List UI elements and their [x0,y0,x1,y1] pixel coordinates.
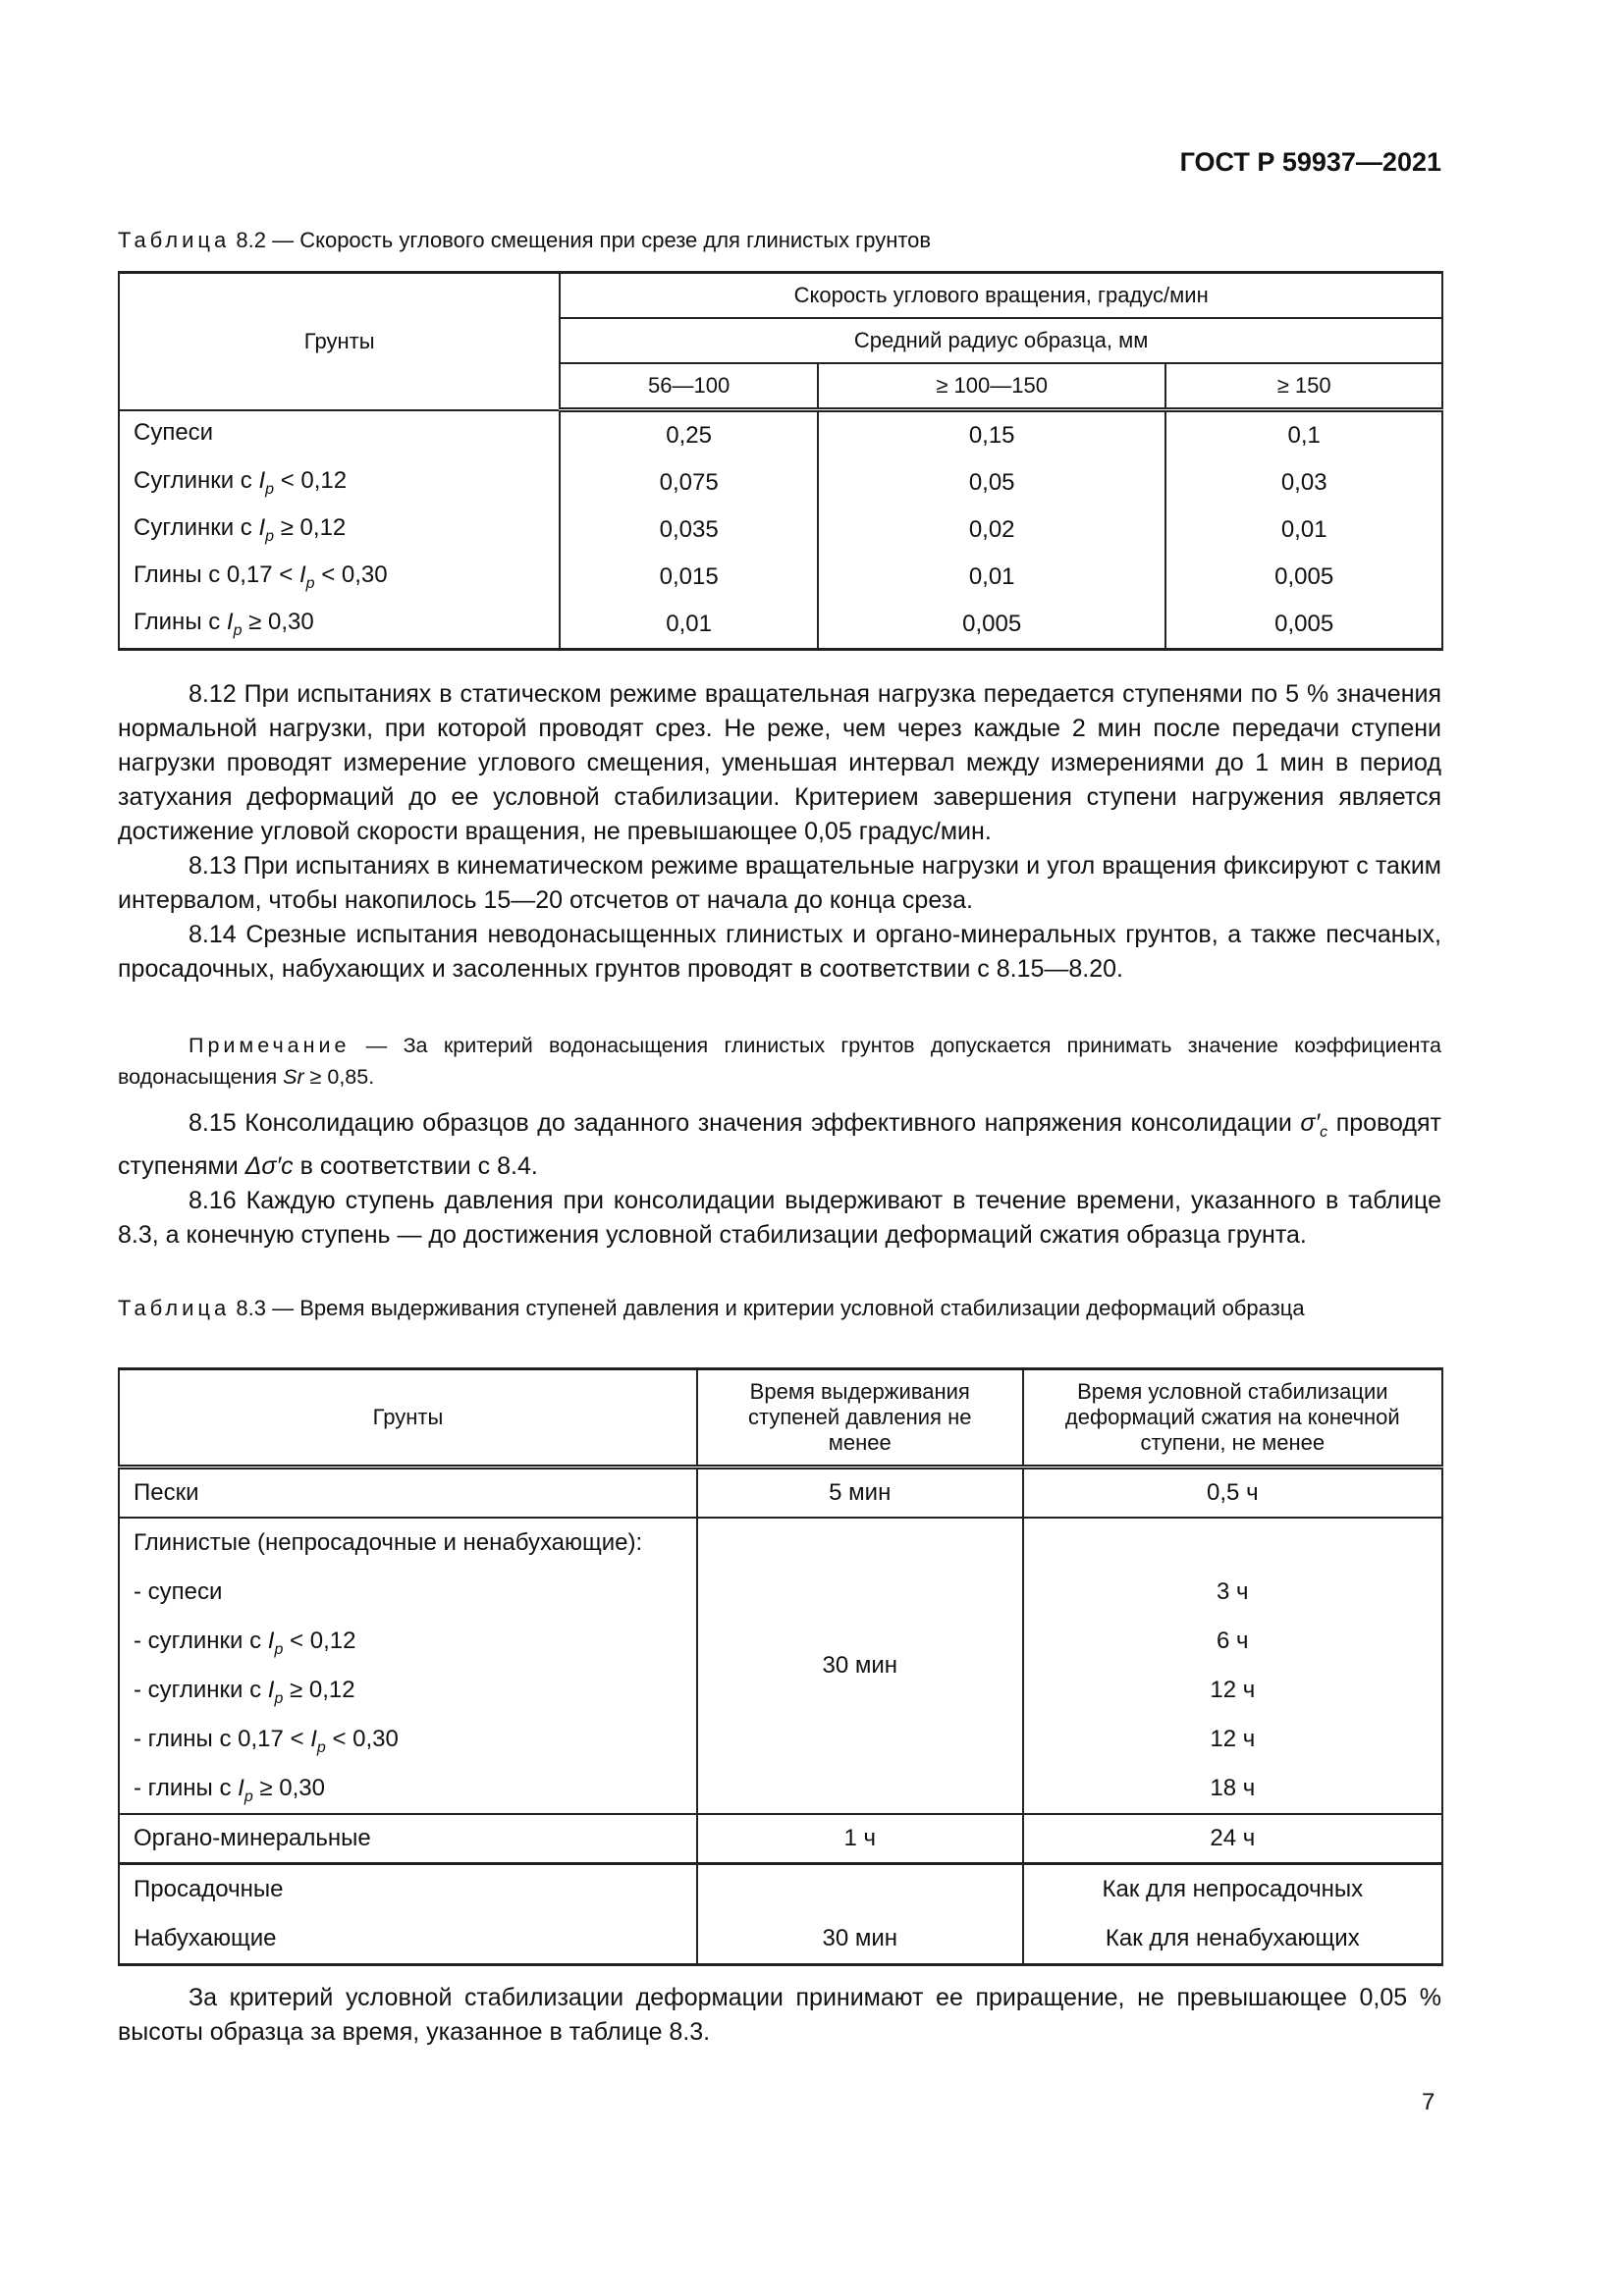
header-radius-col: ≥ 100—150 [818,363,1165,410]
special-stabs [1023,1864,1442,1965]
soil-cell [119,601,560,650]
soil-post: ≥ 0,30 [252,1775,325,1801]
p815-c: в соответствии с 8.4. [293,1152,538,1180]
clay-item-stab: 12 ч [1210,1726,1256,1752]
soil-var: I [258,514,266,542]
speed-value: 0,01 [1165,507,1442,554]
speed-value: 0,005 [1165,554,1442,601]
header-radius-col: ≥ 150 [1165,363,1442,410]
soil-post: < 0,12 [283,1628,356,1654]
special-stab: Как для непросадочных [1102,1876,1364,1902]
table-row [119,507,1442,554]
header-stab: Время условной стабилизации деформаций сжатия на конечной ступени, не менее [1023,1369,1442,1468]
sigma: σ′ [1300,1109,1321,1137]
table-8-2 [118,271,1443,651]
paragraph-8-12: 8.12 При испытаниях в статическом режиме вращательная нагрузка передается ступенями по 5 % значения нормальной нагрузки, при которой проводят срез. Не реже, чем через каждые 2 мин после передачи ступени нагрузки проводят измерение углового смещения, уменьшая интервал между измерениями до 1 мин в период затухания деформаций до ее условной стабилизации. Критерием завершения ступени нагружения является достижение угловой скорости вращения, не превышающее 0,05 градус/мин. [118,680,1441,845]
row-sands-hold: 5 мин [697,1468,1023,1519]
soil-sub: p [274,1689,284,1707]
special-hold: 30 мин [822,1925,898,1951]
header-hold: Время выдерживания ступеней давления не менее [697,1369,1023,1468]
paragraph-final: За критерий условной стабилизации деформации принимают ее приращение, не превышающее 0,05 % высоты образца за время, указанное в таблице 8.3. [118,1984,1441,2046]
soil-var: I [310,1726,317,1752]
clay-item [120,1617,696,1666]
soil-text: - супеси [134,1578,223,1605]
table-row [119,554,1442,601]
delta-sigma: Δσ′c [244,1152,294,1180]
clay-item [120,1666,696,1715]
soil-sub: p [265,480,275,498]
table-row [119,459,1442,507]
soil-var: I [298,561,306,589]
soil-text: Супеси [134,419,214,447]
table-8-2-caption [118,226,1441,255]
soil-var: I [258,467,266,495]
clay-stabs [1023,1518,1442,1814]
soil-text: - суглинки с [134,1628,268,1654]
paragraph-8-14: 8.14 Срезные испытания неводонасыщенных глинистых и органо-минеральных грунтов, а также песчаных, просадочных, набухающих и засоленных грунтов проводят в соответствии с 8.15—8.20. [118,921,1441,983]
p815-a: 8.15 Консолидацию образцов до заданного значения эффективного напряжения консолидации [189,1109,1301,1137]
clay-item-stab: 18 ч [1210,1775,1256,1801]
speed-value: 0,015 [560,554,818,601]
speed-value: 0,02 [818,507,1165,554]
note [118,1030,1441,1093]
soil-post: ≥ 0,12 [283,1677,355,1703]
clay-label: Глинистые (непросадочные и ненабухающие): [134,1529,643,1556]
soil-sub: p [233,621,243,639]
note-word: Примечание [189,1034,351,1057]
row-organo-stab: 24 ч [1023,1814,1442,1864]
soil-sub: p [316,1738,326,1756]
clay-labels [119,1518,697,1814]
row-organo-label: Органо-минеральные [119,1814,697,1864]
speed-value: 0,01 [560,601,818,650]
special-stab: Как для ненабухающих [1105,1925,1360,1951]
soil-text: - глины с 0,17 < [134,1726,311,1752]
soil-text: - суглинки с [134,1677,268,1703]
soil-post: < 0,30 [325,1726,399,1752]
special-hold-cell [697,1864,1023,1965]
soil-text: Суглинки с [134,467,259,495]
header-radius-col: 56—100 [560,363,818,410]
speed-value: 0,005 [1165,601,1442,650]
p815-b: проводят ступенями [118,1109,1441,1180]
clay-item-stab: 3 ч [1217,1578,1249,1605]
paragraph-8-15 [118,1106,1441,1184]
speed-value: 0,01 [818,554,1165,601]
speed-value: 0,25 [560,410,818,460]
soil-cell [119,554,560,601]
soil-var: I [226,609,234,636]
note-post: ≥ 0,85. [303,1065,375,1089]
soil-var: I [267,1628,275,1654]
clay-item [120,1568,696,1617]
speed-value: 0,1 [1165,410,1442,460]
speed-value: 0,075 [560,459,818,507]
soil-post: < 0,12 [274,467,348,495]
soil-post: < 0,30 [314,561,388,589]
speed-value: 0,035 [560,507,818,554]
soil-var: I [238,1775,244,1801]
caption-text: 8.3 — Время выдерживания ступеней давления и критерии условной стабилизации деформаций образца [236,1296,1305,1320]
clay-item [120,1764,696,1813]
page-number: 7 [1422,2089,1435,2115]
soil-sub: p [274,1640,284,1658]
table-row [119,601,1442,650]
special-labels [119,1864,697,1965]
caption-text: 8.2 — Скорость углового смещения при срезе для глинистых грунтов [236,228,932,252]
note-text: — За критерий водонасыщения глинистых грунтов допускается принимать значение коэффициента водонасыщения [118,1034,1441,1089]
soil-post: ≥ 0,12 [274,514,347,542]
clay-item-stab: 12 ч [1210,1677,1256,1703]
clay-item [120,1715,696,1764]
table-8-3 [118,1367,1443,1966]
soil-text: Глины с [134,609,227,636]
row-sands-stab: 0,5 ч [1023,1468,1442,1519]
document-id: ГОСТ Р 59937—2021 [1179,147,1441,177]
special-label: Набухающие [134,1925,277,1951]
speed-value: 0,05 [818,459,1165,507]
sigma-sub: c [1320,1124,1328,1141]
paragraph-8-16: 8.16 Каждую ступень давления при консолидации выдерживают в течение времени, указанного в таблице 8.3, а конечную ступень — до достижения условной стабилизации деформаций сжатия образца грунта. [118,1187,1441,1249]
body-text-1 [118,677,1441,987]
soil-text: Суглинки с [134,514,259,542]
header-soil: Грунты [119,273,560,410]
header-radius: Средний радиус образца, мм [560,318,1442,363]
soil-var: I [267,1677,275,1703]
soil-cell [119,410,560,460]
speed-value: 0,03 [1165,459,1442,507]
soil-cell [119,459,560,507]
row-clay [119,1518,1442,1814]
soil-sub: p [305,574,315,592]
header-soil: Грунты [119,1369,697,1468]
body-text-2 [118,1106,1441,1253]
speed-value: 0,15 [818,410,1165,460]
table-row [119,410,1442,460]
soil-text: Глины с 0,17 < [134,561,299,589]
body-text-3 [118,1981,1441,2050]
row-sands-label: Пески [119,1468,697,1519]
row-organo-hold: 1 ч [697,1814,1023,1864]
soil-post: ≥ 0,30 [242,609,314,636]
table-8-3-caption [118,1294,1441,1323]
soil-sub: p [244,1788,253,1805]
soil-text: - глины с [134,1775,239,1801]
special-label: Просадочные [134,1876,284,1902]
paragraph-8-13: 8.13 При испытаниях в кинематическом режиме вращательные нагрузки и угол вращения фиксируют с таким интервалом, чтобы накопилось 15—20 отсчетов от начала до конца среза. [118,852,1441,914]
soil-cell [119,507,560,554]
clay-hold: 30 мин [697,1518,1023,1814]
note-var: Sr [283,1065,304,1089]
clay-item-stab: 6 ч [1217,1628,1249,1654]
soil-sub: p [265,527,275,545]
header-speed: Скорость углового вращения, градус/мин [560,273,1442,319]
speed-value: 0,005 [818,601,1165,650]
caption-word: Таблица [118,228,231,252]
caption-word: Таблица [118,1296,231,1320]
